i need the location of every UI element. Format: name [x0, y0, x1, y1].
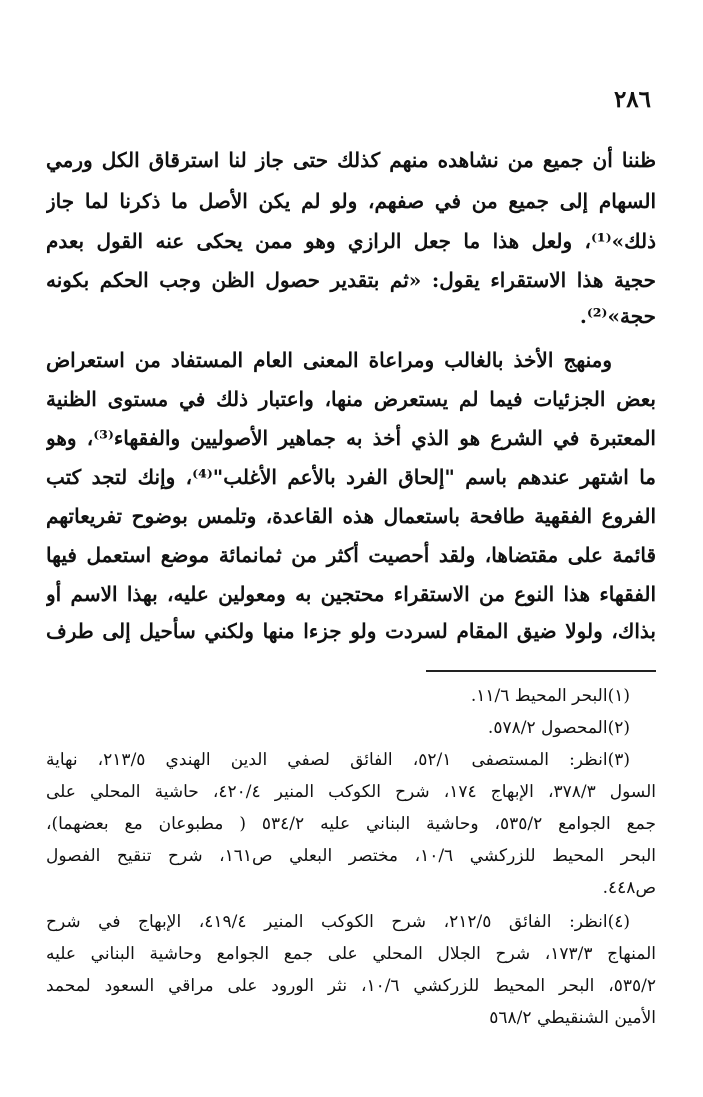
- footnote-line: (١)البحر المحيط ١١/٦.: [470, 686, 630, 706]
- footnote-line: (٣)انظر: المستصفى ٥٢/١، الفائق لصفي الدين الهندي ٢١٣/٥، نهاية: [46, 750, 630, 770]
- footnote-line: البحر المحيط للزركشي ١٠/٦، مختصر البعلي ص١٦١، شرح تنقيح الفصول: [46, 846, 656, 866]
- body-line: ذلك»⁽¹⁾، ولعل هذا ما جعل الرازي وهو ممن يحكى عنه القول بعدم: [46, 229, 656, 253]
- body-line: السهام إلى جميع من في صفهم، ولو لم يكن الأصل ما ذكرنا لما جاز: [46, 189, 656, 213]
- footnote-line: ٥٣٥/٢، البحر المحيط للزركشي ١٠/٦، نثر الورود على مراقي السعود لمحمد: [46, 976, 656, 996]
- body-line: ظننا أن جميع من نشاهده منهم كذلك حتى جاز لنا استرقاق الكل ورمي: [46, 148, 656, 172]
- body-line: الفقهاء هذا النوع من الاستقراء محتجين به ومعولين عليه، بهذا الاسم أو: [46, 582, 656, 606]
- footnote-line: الأمين الشنقيطي ٥٦٨/٢: [489, 1008, 656, 1028]
- body-line: حجية هذا الاستقراء يقول: «ثم بتقدير حصول الظن وجب الحكم بكونه: [46, 268, 656, 292]
- body-line: قائمة على مقتضاها، ولقد أحصيت أكثر من ثمانمائة موضع استعمل فيها: [46, 543, 656, 567]
- body-line: بعض الجزئيات فيما لم يستعرض منها، واعتبار ذلك في مستوى الظنية: [46, 387, 656, 411]
- body-line: ومنهج الأخذ بالغالب ومراعاة المعنى العام المستفاد من استعراض: [46, 348, 612, 372]
- footnote-line: جمع الجوامع ٥٣٥/٢، وحاشية البناني عليه ٥٣٤/٢ ( مطبوعان مع بعضهما)،: [46, 814, 656, 834]
- footnote-separator: [426, 670, 656, 672]
- body-line: الفروع الفقهية طافحة باستعمال هذه القاعدة، وتلمس بوضوح تفريعاتهم: [46, 504, 656, 528]
- footnote-line: المنهاج ١٧٣/٣، شرح الجلال المحلي على جمع الجوامع وحاشية البناني عليه: [46, 944, 656, 964]
- footnote-line: السول ٣٧٨/٣، الإبهاج ١٧٤، شرح الكوكب المنير ٤٢٠/٤، حاشية المحلي على: [46, 782, 656, 802]
- footnote-line: (٢)المحصول ٥٧٨/٢.: [487, 718, 630, 738]
- body-line: حجة»⁽²⁾.: [579, 304, 656, 328]
- body-line: المعتبرة في الشرع هو الذي أخذ به جماهير الأصوليين والفقهاء⁽³⁾، وهو: [46, 426, 656, 450]
- page-number: ٢٨٦: [613, 86, 651, 113]
- body-line: بذاك، ولولا ضيق المقام لسردت ولو جزءا منها ولكني سأحيل إلى طرف: [46, 619, 656, 643]
- footnote-line: (٤)انظر: الفائق ٢١٢/٥، شرح الكوكب المنير ٤١٩/٤، الإبهاج في شرح: [46, 912, 631, 932]
- footnote-line: ص٤٤٨.: [602, 878, 656, 898]
- body-line: ما اشتهر عندهم باسم "إلحاق الفرد بالأعم الأغلب"⁽⁴⁾، وإنك لتجد كتب: [46, 465, 656, 489]
